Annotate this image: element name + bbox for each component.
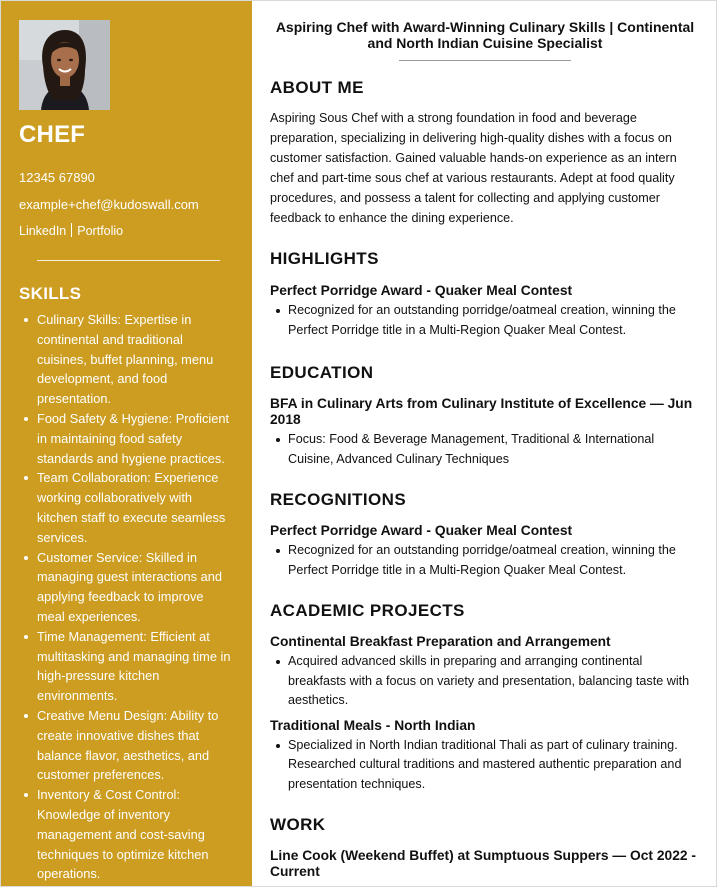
projects-section — [270, 601, 700, 794]
education-heading: EDUCATION — [270, 363, 374, 382]
sidebar — [1, 1, 252, 887]
recognitions-heading: RECOGNITIONS — [270, 490, 407, 509]
project-title: Traditional Meals - North Indian — [270, 717, 476, 733]
skill-item: Inventory & Cost Control: Knowledge of inventory management and cost-saving techniques to optimize kitchen operations. — [37, 785, 234, 884]
about-heading: ABOUT ME — [270, 78, 364, 97]
recognition-title: Perfect Porridge Award - Quaker Meal Contest — [270, 523, 573, 538]
education-section — [270, 363, 700, 469]
skill-item: Time Management: Efficient at multitasking and managing time in high-pressure kitchen environments. — [37, 627, 234, 706]
project-bullet: Acquired advanced skills in preparing and arranging continental breakfasts with a focus on variety and presentation, balancing taste with aesthetics. — [288, 652, 700, 711]
projects-heading: ACADEMIC PROJECTS — [270, 601, 465, 620]
project-bullet: Specialized in North Indian traditional Thali as part of culinary training. Researched cultural traditions and mastered authentic preparation and presentation techniques. — [288, 736, 700, 795]
about-section — [270, 78, 700, 228]
portfolio-link[interactable]: Portfolio — [77, 224, 124, 238]
about-text: Aspiring Sous Chef with a strong foundation in food and beverage preparation, specializing in delivering high-quality dishes with a focus on customer satisfaction. Gained valuable hands-on experience as an intern chef and part-time sous chef at various restaurants. Adept at food quality procedures, and possess a talent for collecting and applying customer feedback to enhance the dining experience. — [270, 111, 677, 225]
skills-list — [19, 310, 234, 884]
recognition-bullet: Recognized for an outstanding porridge/oatmeal creation, winning the Perfect Porridge title in a Multi-Region Quaker Meal Contest. — [288, 541, 700, 580]
project-bullets — [270, 736, 700, 795]
education-bullets — [270, 430, 700, 469]
skills-heading: SKILLS — [19, 284, 82, 303]
education-bullet: Focus: Food & Beverage Management, Traditional & International Cuisine, Advanced Culinary Techniques — [288, 430, 700, 469]
email-address[interactable]: example+chef@kudoswall.com — [19, 197, 199, 212]
main-content — [252, 1, 717, 887]
work-title: Line Cook (Weekend Buffet) at Sumptuous Suppers — Oct 2022 - Current — [270, 848, 696, 879]
skill-item: Team Collaboration: Experience working collaboratively with kitchen staff to execute seamless services. — [37, 468, 234, 547]
project-title: Continental Breakfast Preparation and Arrangement — [270, 634, 611, 649]
education-title: BFA in Culinary Arts from Culinary Institute of Excellence — Jun 2018 — [270, 396, 693, 427]
sidebar-divider — [37, 260, 220, 261]
recognitions-section — [270, 490, 700, 580]
skill-item: Culinary Skills: Expertise in continental and traditional cuisines, buffet planning, menu development, and food presentation. — [37, 310, 234, 409]
project-bullets — [270, 652, 700, 711]
skill-item: Customer Service: Skilled in managing guest interactions and applying feedback to improve meal experiences. — [37, 548, 234, 627]
resume-headline: Aspiring Chef with Award-Winning Culinary Skills | Continental and North Indian Cuisine Specialist — [275, 19, 695, 51]
highlights-section — [270, 249, 700, 340]
highlight-title: Perfect Porridge Award - Quaker Meal Contest — [270, 283, 573, 298]
linkedin-link[interactable]: LinkedIn — [19, 224, 67, 238]
headline-divider — [399, 60, 571, 61]
work-heading: WORK — [270, 815, 326, 834]
highlight-bullets — [270, 301, 700, 340]
phone-number[interactable]: 12345 67890 — [19, 170, 95, 185]
recognition-bullets — [270, 541, 700, 580]
skill-item: Creative Menu Design: Ability to create innovative dishes that balance flavor, aesthetics, and customer preferences. — [37, 706, 234, 785]
work-section — [270, 815, 700, 880]
candidate-name: CHEF — [19, 121, 86, 148]
skill-item: Food Safety & Hygiene: Proficient in maintaining food safety standards and hygiene practices. — [37, 409, 234, 468]
highlights-heading: HIGHLIGHTS — [270, 249, 379, 268]
link-separator — [71, 223, 72, 237]
profile-links — [19, 223, 234, 238]
profile-photo — [19, 20, 110, 110]
highlight-bullet: Recognized for an outstanding porridge/oatmeal creation, winning the Perfect Porridge title in a Multi-Region Quaker Meal Contest. — [288, 301, 700, 340]
